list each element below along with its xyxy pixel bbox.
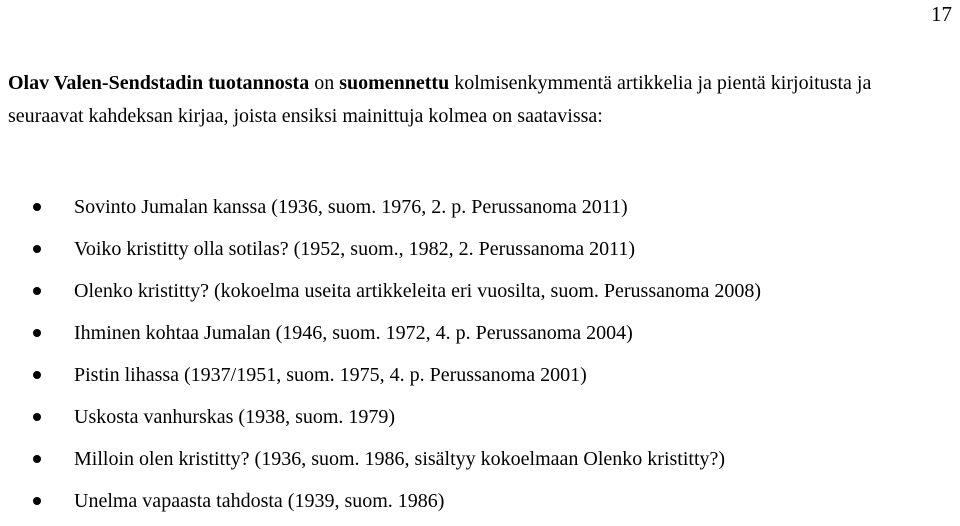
- bullet-icon: [33, 455, 41, 463]
- bullet-icon: [33, 371, 41, 379]
- book-title: Voiko kristitty olla sotilas? (1952, suom., 1982, 2. Perussanoma 2011): [74, 238, 636, 260]
- bullet-icon: [33, 245, 41, 253]
- intro-emphasis: suomennettu: [339, 72, 450, 94]
- bullet-icon: [33, 497, 41, 505]
- book-title: Ihminen kohtaa Jumalan (1946, suom. 1972, 4. p. Perussanoma 2004): [74, 322, 633, 344]
- intro-text-1: on: [309, 72, 340, 94]
- intro-author: Olav Valen-Sendstadin tuotannosta: [8, 72, 310, 94]
- bullet-icon: [33, 413, 41, 421]
- book-title: Milloin olen kristitty? (1936, suom. 1986, sisältyy kokoelmaan Olenko kristitty?): [74, 448, 726, 470]
- bullet-icon: [33, 287, 41, 295]
- intro-text-2: kolmisenkymmentä artikkelia ja pientä kirjoitusta ja seuraavat kahdeksan kirjaa, joista ensiksi mainittuja kolmea on saatavissa:: [8, 72, 872, 127]
- book-title: Pistin lihassa (1937/1951, suom. 1975, 4. p. Perussanoma 2001): [74, 364, 587, 386]
- page-number: 17: [931, 2, 952, 26]
- book-title: Uskosta vanhurskas (1938, suom. 1979): [74, 406, 396, 428]
- bullet-icon: [33, 329, 41, 337]
- book-title: Sovinto Jumalan kanssa (1936, suom. 1976, 2. p. Perussanoma 2011): [74, 196, 628, 218]
- book-title: Unelma vapaasta tahdosta (1939, suom. 1986): [74, 490, 445, 512]
- book-title: Olenko kristitty? (kokoelma useita artikkeleita eri vuosilta, suom. Perussanoma 2008): [74, 280, 762, 302]
- bullet-icon: [33, 203, 41, 211]
- intro-paragraph: [8, 67, 948, 133]
